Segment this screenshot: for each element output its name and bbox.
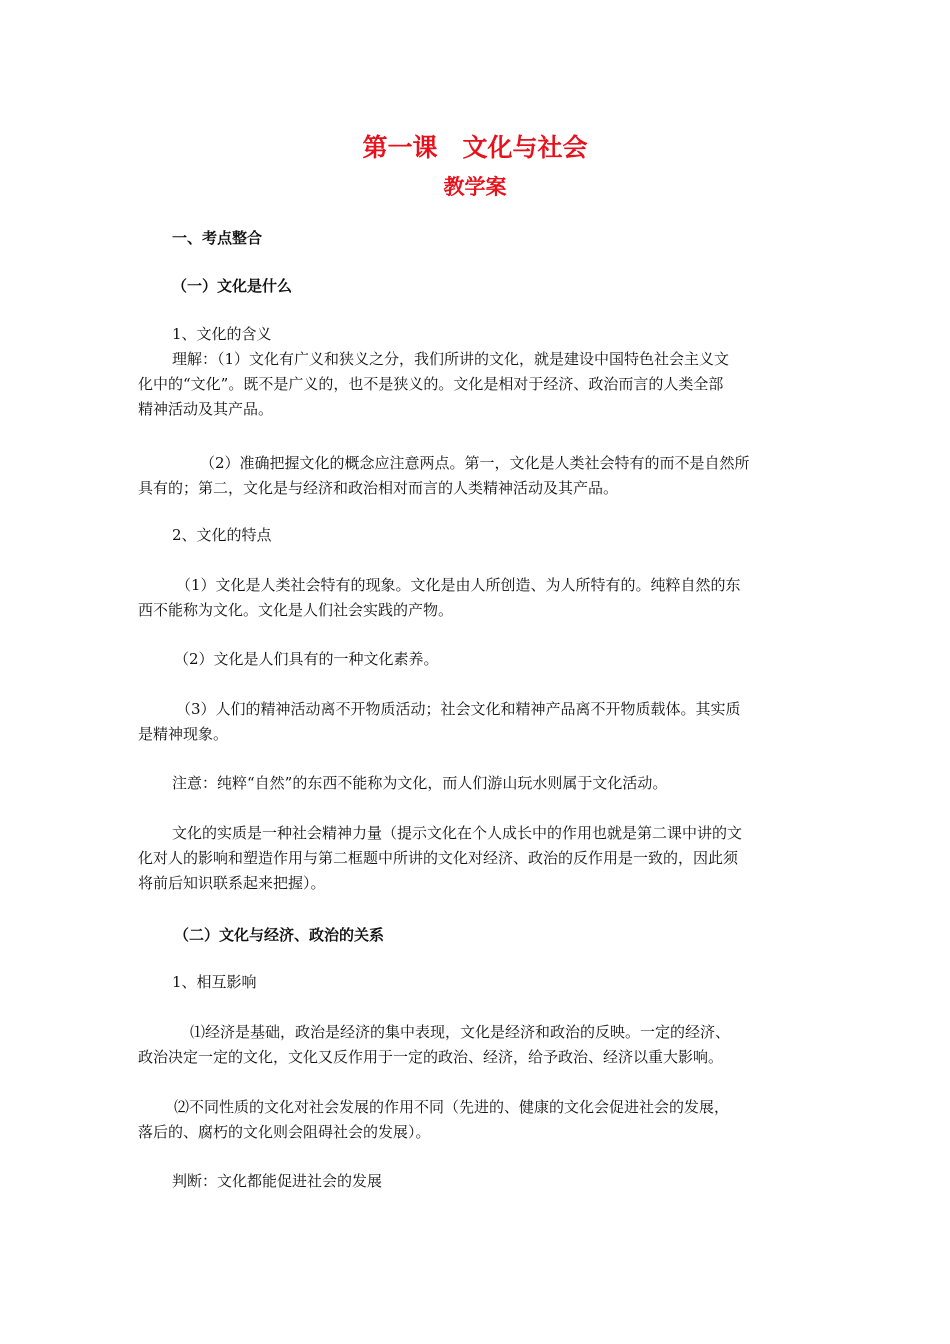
paragraph-understanding xyxy=(138,347,818,422)
lesson-subtitle: 教学案 xyxy=(443,175,507,199)
item-heading: 2、文化的特点 xyxy=(172,526,272,544)
paragraph-feature2: （2）文化是人们具有的一种文化素养。 xyxy=(174,650,439,668)
paragraph-relation2 xyxy=(138,1095,818,1145)
paragraph-line: ⑵不同性质的文化对社会发展的作用不同（先进的、健康的文化会促进社会的发展， xyxy=(174,1098,730,1116)
paragraph-feature1 xyxy=(138,573,818,623)
paragraph-line: 将前后知识联系起来把握）。 xyxy=(138,874,326,892)
paragraph-line: （2）准确把握文化的概念应注意两点。第一，文化是人类社会特有的而不是自然所 xyxy=(200,454,750,472)
paragraph-line: 文化的实质是一种社会精神力量（提示文化在个人成长中的作用也就是第二课中讲的文 xyxy=(172,824,743,842)
paragraph-line: 理解：（1）文化有广义和狭义之分，我们所讲的文化，就是建设中国特色社会主义文 xyxy=(172,350,730,368)
paragraph-line: （3）人们的精神活动离不开物质活动；社会文化和精神产品离不开物质载体。其实质 xyxy=(176,700,741,718)
paragraph-line: ⑴经济是基础，政治是经济的集中表现，文化是经济和政治的反映。一定的经济、 xyxy=(190,1023,731,1041)
paragraph-point2 xyxy=(138,451,818,501)
paragraph-essence xyxy=(138,821,818,896)
paragraph-feature3 xyxy=(138,697,818,747)
paragraph-relation1 xyxy=(138,1020,818,1070)
paragraph-line: 精神活动及其产品。 xyxy=(138,400,274,418)
paragraph-line: 落后的、腐朽的文化则会阻碍社会的发展）。 xyxy=(138,1123,431,1141)
lesson-title: 第一课 文化与社会 xyxy=(362,133,588,162)
item-heading: 1、相互影响 xyxy=(172,973,257,991)
section-heading: 一、考点整合 xyxy=(172,229,263,247)
paragraph-line: 政治决定一定的文化，文化又反作用于一定的政治、经济，给予政治、经济以重大影响。 xyxy=(138,1048,724,1066)
subsection-heading: （一）文化是什么 xyxy=(172,277,293,295)
paragraph-note: 注意：纯粹“自然”的东西不能称为文化，而人们游山玩水则属于文化活动。 xyxy=(172,774,668,792)
paragraph-line: 是精神现象。 xyxy=(138,725,229,743)
paragraph-line: 化对人的影响和塑造作用与第二框题中所讲的文化对经济、政治的反作用是一致的，因此须 xyxy=(138,849,739,867)
item-heading: 1、文化的含义 xyxy=(172,325,272,343)
paragraph-judge: 判断：文化都能促进社会的发展 xyxy=(172,1172,383,1190)
paragraph-line: 西不能称为文化。文化是人们社会实践的产物。 xyxy=(138,601,454,619)
paragraph-line: 化中的“文化”。既不是广义的，也不是狭义的。文化是相对于经济、政治而言的人类全部 xyxy=(138,375,724,393)
subsection-heading: （二）文化与经济、政治的关系 xyxy=(174,926,385,944)
paragraph-line: 具有的；第二，文化是与经济和政治相对而言的人类精神活动及其产品。 xyxy=(138,479,619,497)
paragraph-line: （1）文化是人类社会特有的现象。文化是由人所创造、为人所特有的。纯粹自然的东 xyxy=(176,576,741,594)
